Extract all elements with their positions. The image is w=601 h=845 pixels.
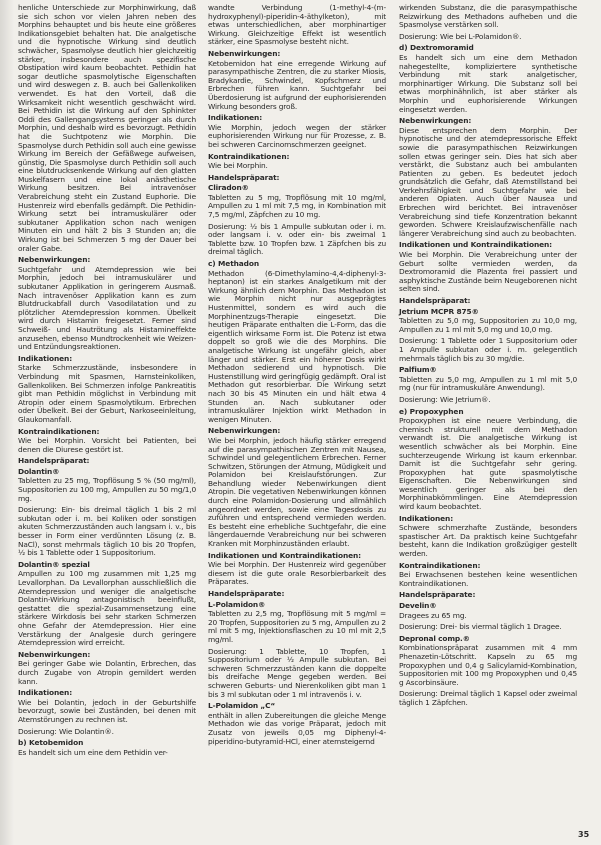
paragraph: Diese entsprechen dem Morphin. Der hypnotische und der atemdepressorische Effekt sowie die parasympathischen Reizwirkungen sollen etwas geringer sein. Dies hat sich aber verstärkt, die Substanz auch bei ambulanten Patienten zu geben. Es bedeutet jedoch grundsätzlich die Gefahr, daß Atemstillstand bei Verkehrsfähigkeit und Suchtgefahr wie bei anderen Opiaten. Auch über Nausea und Erbrechen wird berichtet. Bei intravenöser Verabreichung sind tiefe Konzentration bekannt geworden. Schwere Kreislaufzwischenfälle nach längerer Verabreichung sind auch zu beobachten.: [399, 125, 577, 238]
paragraph: Wie Morphin, jedoch wegen der stärker euphorisierenden Wirkung nur für Prozesse, z. B. bei schweren Carcinomschmerzen geeignet.: [208, 122, 386, 149]
section-heading: Kontraindikationen:: [18, 426, 100, 436]
page-number: 35: [578, 830, 590, 839]
section-heading: e) Propoxyphen: [399, 406, 464, 416]
section-heading: Handelspräparat:: [18, 456, 90, 466]
product-name: Dolantin® spezial: [18, 559, 90, 569]
product-name: Cliradon®: [208, 183, 249, 193]
section-heading: c) Methadon: [208, 259, 260, 269]
paragraph: Dosierung: Ein- bis dreimal täglich 1 bis 2 ml subkutan oder i. m. bei Koliken oder sonstigen akuten Schmerzzuständen auch langsam i. v., bis besser in Form einer verdünnten Lösung (z. B. NaCl), sonst mehrmals täglich 10 bis 20 Tropfen, ½ bis 1 Tablette oder 1 Suppositorium.: [18, 505, 196, 558]
paragraph: Es handelt sich um eine dem Pethidin ver-: [18, 747, 168, 757]
paragraph: Propoxyphen ist eine neuere Verbindung, die chemisch strukturell mit dem Methadon verwandt ist. Die analgetische Wirkung ist wesentlich schwächer als bei Morphin. Eine suchterzeugende Wirkung ist kaum erkennbar. Damit ist die Suchtgefahr sehr gering. Propoxyphen hat gute spasmolytische Eigenschaften. Die Nebenwirkungen sind wesentlich geringer als bei den Morphinabkömmlingen. Eine Atemdepression wird kaum beobachtet.: [399, 416, 577, 512]
section-heading: Handelspräparate:: [399, 590, 476, 600]
paragraph: Dosierung: Dreimal täglich 1 Kapsel oder zweimal täglich 1 Zäpfchen.: [399, 689, 577, 707]
paragraph: Wie bei Morphin. Der Hustenreiz wird gegenüber diesem ist die gute orale Resorbierbarkeit des Präparates.: [208, 560, 386, 587]
product-name: L-Polamidon®: [208, 599, 266, 609]
paragraph: Wie bei Morphin.: [208, 161, 268, 171]
paragraph: enthält in allen Zubereitungen die gleiche Menge Methadon wie das vorige Präparat, jedoch mit Zusatz von jeweils 0,05 mg Diphenyl-4-piperidino-butyramid-HCl, einer atemsteigernd: [208, 710, 386, 746]
paragraph: Bei Erwachsenen bestehen keine wesentlichen Kontraindikationen.: [399, 570, 577, 588]
section-heading: Indikationen:: [399, 513, 454, 523]
section-heading: Handelspräparat:: [208, 172, 280, 182]
section-heading: b) Ketobemidon: [18, 738, 84, 748]
paragraph: Wie bei Morphin. Die Verabreichung unter der Geburt sollte vermieden werden, da Dextromoramid die Plazenta frei passiert und asphyktische Zustände beim Neugeborenen nicht selten sind.: [399, 250, 577, 294]
paragraph: wandte Verbindung (1-methyl-4-(m-hydroxyphenyl)-piperidin-4-äthylketon), mit etwas unterschiedlichen, aber morphinartiger Wirkung. Gleichzeitige Effekt ist wesentlich stärker, eine Spasmolyse besteht nicht.: [208, 3, 386, 47]
paragraph: Dosierung: Wie Dolantin®.: [18, 726, 114, 736]
text-column-left: [18, 4, 196, 760]
section-heading: Nebenwirkungen:: [208, 426, 281, 436]
section-heading: Indikationen und Kontraindikationen:: [208, 550, 362, 560]
section-heading: Handelspräparat:: [399, 296, 471, 305]
paragraph: Bei geringer Gabe wie Dolantin, Erbrechen, das durch Zugabe von Atropin gemildert werden kann.: [18, 659, 196, 686]
paragraph: Wie bei Morphin. Vorsicht bei Patienten, bei denen die Diurese gestört ist.: [18, 436, 196, 454]
binding-shadow: [0, 0, 14, 845]
product-name: Jetrium MCPR 875®: [399, 306, 479, 316]
paragraph: Tabletten zu 5 mg, Tropflösung mit 10 mg/ml, Ampullen zu 1 ml mit 7,5 mg, in Kombination mit 7,5 mg/ml, Zäpfchen zu 10 mg.: [208, 192, 386, 220]
paragraph: Dragees zu 65 mg.: [399, 610, 467, 620]
paragraph: Es handelt sich um eine dem Methadon nahegestellte, kompliziertere synthetische Verbindung mit stark analgetischer, morphinartiger Wirkung. Die Substanz soll bei etwas morphinähnlich, ist aber stärker als Morphin und euphorisierende Wirkungen eingesetzt werden.: [399, 52, 577, 114]
paragraph: Methadon (6-Dimethylamino-4,4-diphenyl-3-heptanon) ist ein starkes Analgetikum mit der Wirkung ähnlich dem Morphin. Das Methadon ist wie Morphin nicht nur ausgeprägtes Hustenmittel, sondern es wird auch die Morphinentzugs-Therapie eingesetzt. Die heutigen Präparate enthalten die L-Form, das die eigentlich wirksame Form ist. Die Potenz ist etwa doppelt so groß wie die des Morphins. Die analgetische Wirkung ist ungefähr gleich, aber länger und stärker. Erst ein höherer Dosis wirkt Methadon sedierend und hypnotisch. Die Hustenstillung wird geringfügig gedämpft. Oral ist Methadon gut resorbierbar. Die Wirkung setzt nach 30 bis 45 Minuten ein und hält etwa 4 Stunden an. Nach subkutaner oder intramuskulärer Injektion wirkt Methadon in wenigen Minuten.: [208, 268, 386, 424]
paragraph: Wie bei Dolantin, jedoch in der Geburtshilfe bevorzugt, sowie bei Zuständen, bei denen mit Atemstörungen zu rechnen ist.: [18, 697, 196, 724]
section-heading: d) Dextromoramid: [399, 43, 474, 53]
product-name: Depronal comp.®: [399, 633, 470, 643]
section-heading: Indikationen und Kontraindikationen:: [399, 240, 553, 250]
section-heading: Indikationen:: [18, 688, 73, 698]
paragraph: Dosierung: 1 Tablette, 10 Tropfen, 1 Suppositorium oder ½ Ampulle subkutan. Bei schweren Schmerzzuständen kann die doppelte bis dreifache Menge gegeben werden. Bei schweren Geburts- und Nierenkoliken gibt man 1 bis 3 ml subkutan oder 1 ml intravenös i. v.: [208, 646, 386, 699]
paragraph: Dosierung: Drei- bis viermal täglich 1 Dragee.: [399, 622, 562, 632]
paragraph: henliche Unterschiede zur Morphinwirkung, daß sie sich schon vor vielen Jahren neben des Morphins behauptet und bis heute eine größeres Indikationsgebiet behalten hat. Die analgetische und die hypnotische Wirkung sind deutlich schwächer, Spasmolyse deutlich hier gleichzeitig stärker, insbesondere auch spezifische Obstipation wird kaum beobachtet. Pethidin hat sogar deutliche spasmolytische Eigenschaften und wird deswegen z. B. auch bei Gallenkoliken verwendet. Es hat den Vorteil, daß die Wirksamkeit nicht wesentlich geschwächt wird. Bei Pethidin ist die Wirkung auf den Sphinkter Oddi des Gallengangsystems geringer als durch Morphin, und deshalb wird es bevorzugt. Pethidin hat die Suchtpotenz wie Morphin. Die Spasmolyse durch Pethidin soll auch eine gewisse Wirkung im Bereich der Gefäßwege aufweisen, günstig, Die Spasmolyse durch Pethidin soll auch eine blutdrucksenkende Wirkung auf den glatten Muskelfasern und eine lokal anästhetische Wirkung besitzen. Bei intravenöser Verabreichung steht ein Zustand Euphorie. Die Hustenreiz wird ebenfalls gedämpft. Die Pethidin-Wirkung setzt bei intramuskulärer oder subkutaner Applikation schon nach wenigen Minuten ein und hält 2 bis 3 Stunden an; die Wirkung ist bei Schmerzen 5 mg der Dauer bei oraler Gabe.: [18, 3, 196, 253]
paragraph: Tabletten zu 25 mg, Tropflösung 5 % (50 mg/ml), Suppositorien zu 100 mg, Ampullen zu 50 mg/1,0 mg.: [18, 476, 196, 503]
product-name: Palfium®: [399, 365, 437, 375]
paragraph: Dosierung: Wie bei L-Polamidon®.: [399, 31, 522, 41]
text-column-middle: [208, 4, 386, 749]
section-heading: Nebenwirkungen:: [208, 48, 281, 58]
paragraph: Tabletten zu 5,0 mg, Ampullen zu 1 ml mit 5,0 mg (nur für intramuskuläre Anwendung).: [399, 374, 577, 393]
paragraph: Dosierung: Wie Jetrium®.: [399, 394, 491, 404]
paragraph: Kombinationspräparat zusammen mit 4 mm Phenazetin-Lötschritt. Kapseln zu 65 mg Propoxyphen und 0,4 g Salicylamid-Kombination, Suppositorien mit 100 mg Propoxyphen und 0,45 g Ascorbinsäure.: [399, 643, 577, 687]
section-heading: Kontraindikationen:: [399, 560, 481, 570]
paragraph: Wie bei Morphin, jedoch häufig stärker erregend auf die parasympathischen Zentren mit Nausea, Schwindel und gelegentlichem Erbrechen. Ferner Schwitzen, Störungen der Atmung, Müdigkeit und Polamidon bei Kreislaufstörungen. Zur Behandlung wieder Nebenwirkungen dient Atropin. Die vegetativen Nebenwirkungen können durch eine Polamidon-Dosierung und allmählich angeordnet werden, sowie eine Tagesdosis zu zuführen und entsprechend vermieden werden. Es besteht eine erhebliche Suchtgefahr, die eine längerdauernde Verabreichung nur bei schweren Kranken mit Morphinzuständen erlaubt.: [208, 435, 386, 549]
paragraph: Dosierung: 1 Tablette oder 1 Suppositorium oder 1 Ampulle subkutan oder i. m. gelegentlich mehrmals täglich bis zu 30 mg/die.: [399, 336, 577, 363]
paragraph: Schwere schmerzhafte Zustände, besonders spastischer Art. Da praktisch keine Suchtgefahr besteht, kann die Indikation großzügiger gestellt werden.: [399, 523, 577, 559]
product-name: Dolantin®: [18, 466, 60, 476]
paragraph: Ampullen zu 100 mg zusammen mit 1,25 mg Levallorphan. Da Levallorphan ausschließlich die Atemdepression und weniger die analgetische Dolantin-Wirkung antagonistisch beeinflußt, gestattet die spezial-Zusammensetzung eine stärkere Wirkdosis bei sehr starken Schmerzen ohne Gefahr der Atemdepression. Hier eine Verstärkung der Analgesie durch geringere Atemdepression wird erreicht.: [18, 569, 196, 648]
section-heading: Indikationen:: [18, 353, 73, 363]
section-heading: Handelspräparate:: [208, 589, 285, 598]
section-heading: Nebenwirkungen:: [399, 116, 472, 126]
section-heading: Nebenwirkungen:: [18, 649, 91, 659]
product-name: Develin®: [399, 601, 437, 610]
section-heading: Nebenwirkungen:: [18, 255, 91, 265]
paragraph: Starke Schmerzzustände, insbesondere in Verbindung mit Spasmen, Harnsteinkoliken, Gallenkoliken. Bei Schmerzen infolge Pankreatitis gibt man Pethidin möglichst in Verbindung mit Atropin oder einem Spasmolytikum. Erbrechen oder Übelkeit. Bei der Geburt, Narkoseeinleitung, Glaukomanfall.: [18, 363, 196, 424]
paragraph: Tabletten zu 2,5 mg, Tropflösung mit 5 mg/ml = 20 Tropfen, Suppositorien zu 5 mg, Ampullen zu 2 ml mit 5 mg, Injektionsflaschen zu 10 ml mit 2,5 mg/ml.: [208, 609, 386, 644]
section-heading: Indikationen:: [208, 113, 263, 123]
paragraph: Suchtgefahr und Atemdepression wie bei Morphin, jedoch bei intramuskulärer und subkutaner Applikation in geringerem Ausmaß. Nach intravenöser Applikation kann es zum Blutdruckabfall durch Vasodilatation und zu plötzlicher Atemdepression kommen. Übelkeit wird durch Histamin freigesetzt. Ferner sind Schweiß- und Hautrötung als Histamineffekte anzusehen, ebenso Mundtrockenheit wie Weizen- und Entzündungsreaktionen.: [18, 264, 196, 352]
paragraph: wirkenden Substanz, die die parasympathische Reizwirkung des Methadons aufheben und die Spasmolyse verstärken soll.: [399, 3, 577, 30]
paragraph: Tabletten zu 5,0 mg, Suppositorien zu 10,0 mg, Ampullen zu 1 ml mit 5,0 mg und 10,0 mg.: [399, 316, 577, 334]
paragraph: Ketobemidon hat eine erregende Wirkung auf parasympathische Zentren, die zu starker Miosis, Bradykardie, Schwindel, Kopfschmerz und Erbrechen führen kann. Suchtgefahr bei Überdosierung ist aufgrund der euphorisierenden Wirkung besonders groß.: [208, 58, 386, 111]
section-heading: Kontraindikationen:: [208, 151, 290, 161]
paragraph: Dosierung: ½ bis 1 Ampulle subkutan oder i. m. oder langsam i. v. oder ein- bis zweimal 1 Tablette bzw. 10 Tropfen bzw. 1 Zäpfchen bis zu dreimal täglich.: [208, 221, 386, 257]
product-name: L-Polamidon „C“: [208, 701, 276, 711]
text-column-right: [399, 4, 577, 711]
